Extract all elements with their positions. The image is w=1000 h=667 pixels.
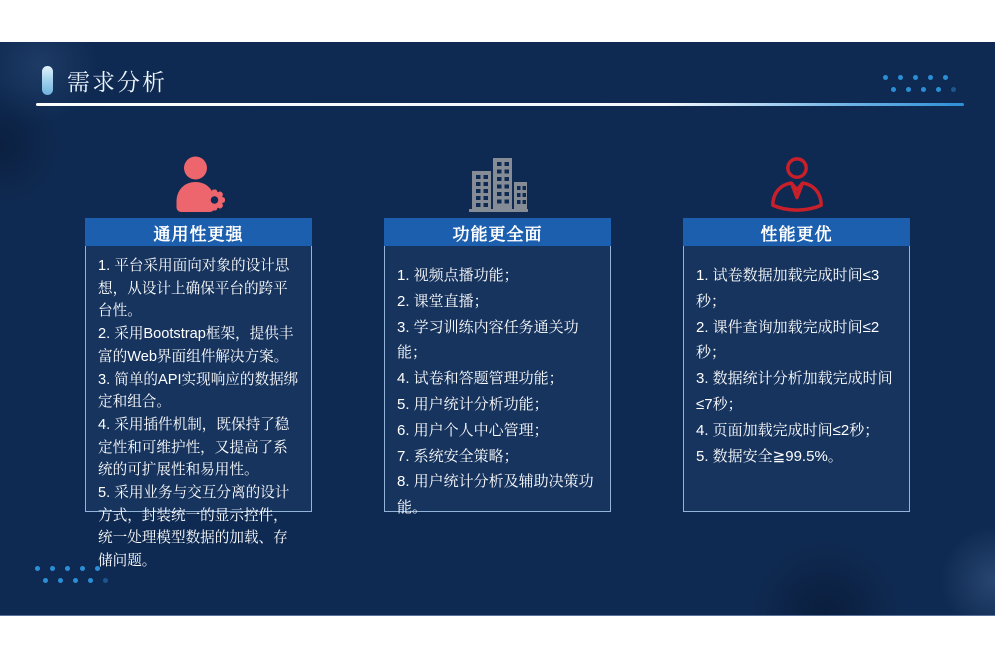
list-item: 2. 课堂直播； bbox=[397, 292, 489, 310]
list-item: 3. 数据统计分析加载完成时间≤7秒； bbox=[696, 370, 893, 413]
card-body-universality bbox=[85, 246, 312, 570]
card-body-functionality bbox=[384, 246, 611, 517]
title-underline bbox=[36, 103, 964, 106]
list-item: 4. 试卷和答题管理功能； bbox=[397, 370, 564, 388]
list-item: 4. 页面加载完成时间≤2秒； bbox=[696, 421, 880, 439]
title-marker-icon bbox=[42, 66, 53, 95]
card-body-performance bbox=[683, 246, 910, 512]
list-item: 3. 简单的API实现响应的数据绑定和组合。 bbox=[98, 371, 299, 411]
list-item: 1. 视频点播功能； bbox=[397, 267, 519, 284]
slide-canvas bbox=[0, 42, 995, 616]
person-gear-icon bbox=[85, 155, 312, 218]
list-item: 5. 采用业务与交互分离的设计方式，封装统一的显示控件，统一处理模型数据的加载、存储问题。 bbox=[98, 485, 290, 570]
list-item: 5. 数据安全≧99.5%。 bbox=[696, 447, 843, 465]
person-outline-icon bbox=[683, 155, 910, 218]
column-universality bbox=[85, 155, 312, 570]
list-item: 1. 试卷数据加载完成时间≤3秒； bbox=[696, 267, 880, 310]
list-item: 3. 学习训练内容任务通关功能； bbox=[397, 318, 579, 362]
buildings-icon bbox=[384, 155, 611, 218]
feature-columns bbox=[85, 155, 910, 570]
dots-decoration-top-right bbox=[883, 75, 956, 92]
list-item: 8. 用户统计分析及辅助决策功能。 bbox=[397, 473, 594, 517]
card-header-performance: 性能更优 bbox=[683, 218, 910, 246]
list-item: 7. 系统安全策略； bbox=[397, 447, 519, 465]
list-item: 2. 采用Bootstrap框架，提供丰富的Web界面组件解决方案。 bbox=[98, 326, 294, 365]
list-item: 5. 用户统计分析功能； bbox=[397, 395, 549, 413]
column-performance bbox=[683, 155, 910, 512]
list-item: 1. 平台采用面向对象的设计思想，从设计上确保平台的跨平台性。 bbox=[98, 258, 290, 320]
slide-title-row bbox=[42, 64, 167, 97]
list-item: 6. 用户个人中心管理； bbox=[397, 421, 549, 439]
card-header-functionality: 功能更全面 bbox=[384, 218, 611, 246]
list-item: 2. 课件查询加载完成时间≤2秒； bbox=[696, 318, 880, 362]
column-functionality bbox=[384, 155, 611, 517]
list-item: 4. 采用插件机制，既保持了稳定性和可维护性，又提高了系统的可扩展性和易用性。 bbox=[98, 416, 290, 479]
page-title: 需求分析 bbox=[67, 69, 167, 95]
card-header-universality: 通用性更强 bbox=[85, 218, 312, 246]
